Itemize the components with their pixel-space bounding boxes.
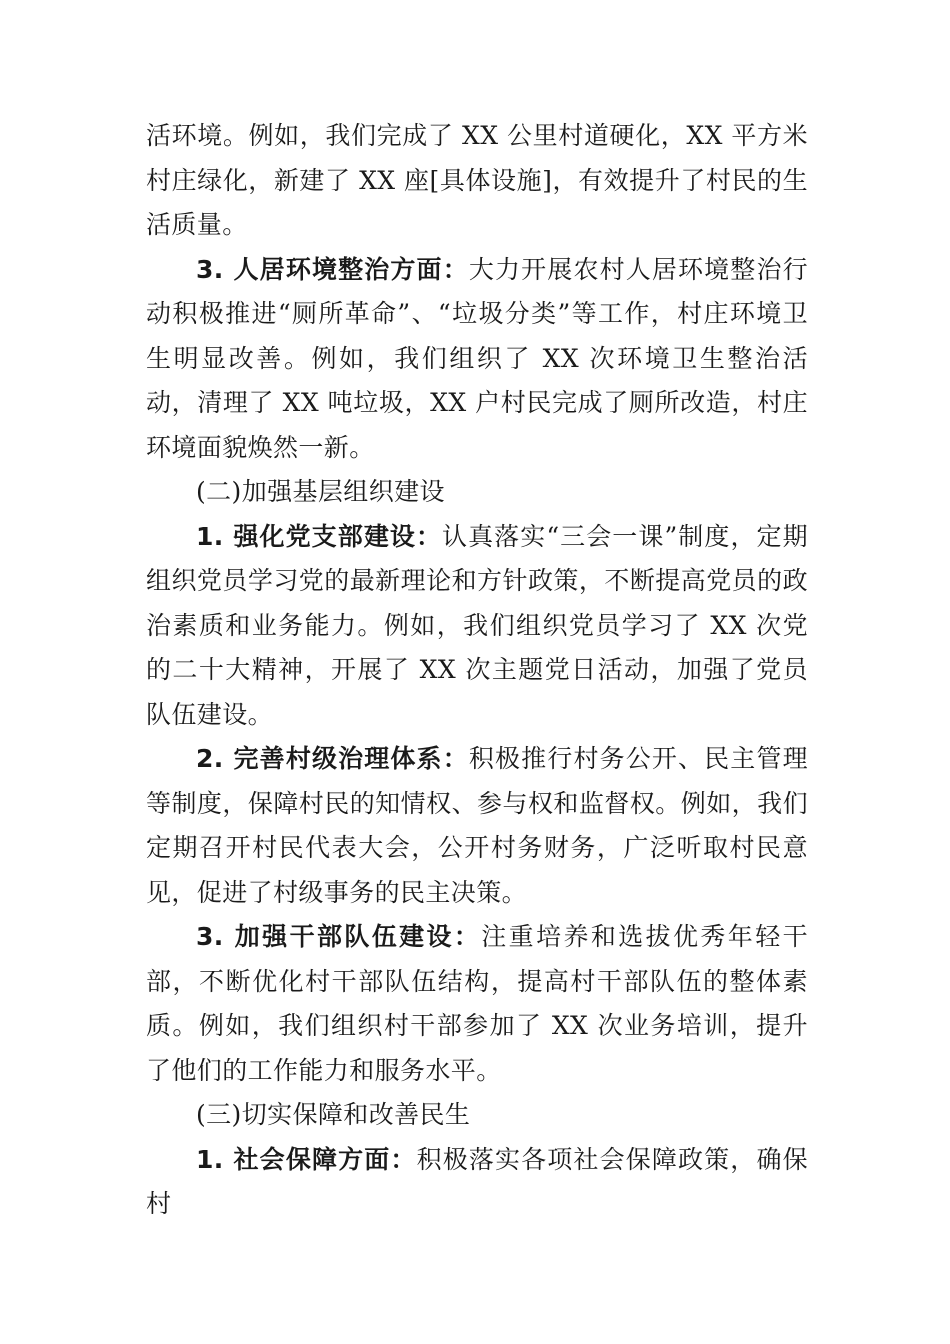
paragraph-text: 积极落实各项社会保障政策，确保村 bbox=[146, 1144, 808, 1218]
paragraph-item bbox=[146, 1138, 808, 1227]
paragraph-item bbox=[146, 515, 808, 738]
paragraph-lead: 3. 人居环境整治方面： bbox=[196, 254, 469, 284]
paragraph-text: 注重培养和选拔优秀年轻干部，不断优化村干部队伍结构，提高村干部队伍的整体素质。例如，我们组织村干部参加了 XX 次业务培训，提升了他们的工作能力和服务水平。 bbox=[146, 922, 808, 1085]
paragraph-lead: 3. 加强干部队伍建设： bbox=[196, 922, 482, 951]
section-heading bbox=[146, 1093, 808, 1138]
paragraph-lead: 2. 完善村级治理体系： bbox=[196, 744, 469, 773]
paragraph-item bbox=[146, 248, 808, 471]
paragraph-item bbox=[146, 737, 808, 915]
section-heading bbox=[146, 470, 808, 515]
paragraph-text: 认真落实“三会一课”制度，定期组织党员学习党的最新理论和方针政策，不断提高党员的政治素质和业务能力。例如，我们组织党员学习了 XX 次党的二十大精神，开展了 XX 次主题党日活动，加强了党员队伍建设。 bbox=[146, 521, 808, 729]
paragraph-item bbox=[146, 915, 808, 1093]
paragraph-lead: 1. 强化党支部建设： bbox=[196, 521, 443, 551]
section-heading-text: (二)加强基层组织建设 bbox=[196, 477, 445, 506]
paragraph-continuation bbox=[146, 114, 808, 248]
paragraph-text: 大力开展农村人居环境整治行动积极推进“厕所革命”、“垃圾分类”等工作，村庄环境卫生明显改善。例如，我们组织了 XX 次环境卫生整治活动，清理了 XX 吨垃圾，XX 户村民完成了厕所改造，村庄环境面貌焕然一新。 bbox=[146, 254, 809, 462]
paragraph-lead: 1. 社会保障方面： bbox=[196, 1144, 417, 1174]
section-heading-text: (三)切实保障和改善民生 bbox=[196, 1100, 471, 1129]
paragraph-text: 积极推行村务公开、民主管理等制度，保障村民的知情权、参与权和监督权。例如，我们定期召开村民代表大会，公开村务财务，广泛听取村民意见，促进了村级事务的民主决策。 bbox=[146, 744, 809, 907]
paragraph-text: 活环境。例如，我们完成了 XX 公里村道硬化，XX 平方米村庄绿化，新建了 XX 座[具体设施]，有效提升了村民的生活质量。 bbox=[146, 121, 808, 239]
document-page bbox=[146, 114, 808, 1227]
